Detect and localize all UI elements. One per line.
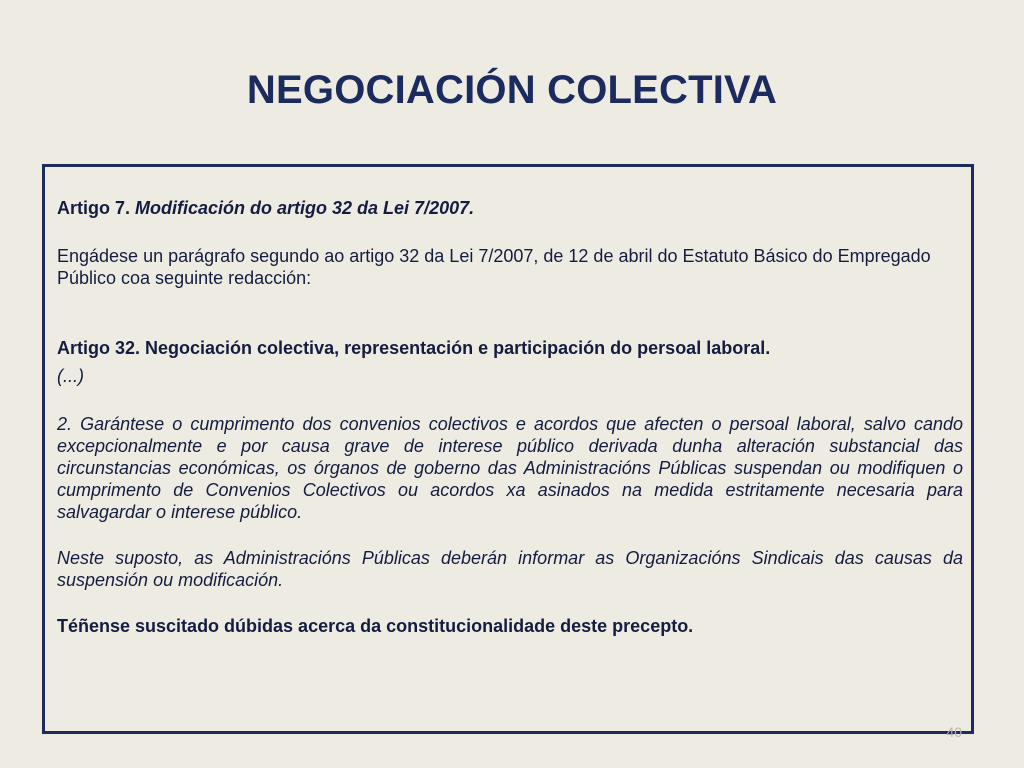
article-7-subtitle: Modificación do artigo 32 da Lei 7/2007. — [135, 198, 475, 218]
article-7-heading — [57, 197, 963, 219]
conclusion-text: Téñense suscitado dúbidas acerca da constitucionalidade deste precepto. — [57, 616, 694, 636]
intro-paragraph: Engádese un parágrafo segundo ao artigo 32 da Lei 7/2007, de 12 de abril do Estatuto Básico do Empregado Público coa seguinte redacción: — [57, 246, 931, 288]
content-box — [42, 164, 974, 734]
paragraph-3: Neste suposto, as Administracións Públicas deberán informar as Organizacións Sindicais das causas da suspensión ou modificación. — [57, 548, 963, 590]
paragraph-2: 2. Garántese o cumprimento dos convenios colectivos e acordos que afecten o persoal laboral, salvo cando excepcionalmente e por causa grave de interese público derivada dunha alteración substancial das circunstancias económicas, os órganos de goberno das Administracións Públicas suspendan ou modifiquen o cumprimento de Convenios Colectivos ou acordos xa asinados na medida estritamente necesaria para salvagardar o interese público. — [57, 414, 963, 522]
article-32-heading: Artigo 32. Negociación colectiva, representación e participación do persoal laboral. — [57, 338, 771, 358]
slide-title: NEGOCIACIÓN COLECTIVA — [246, 68, 778, 112]
content-body — [57, 197, 963, 637]
article-7-label: Artigo 7. — [57, 198, 136, 218]
page-number: 40 — [946, 724, 962, 740]
ellipsis-text: (...) — [57, 366, 84, 386]
